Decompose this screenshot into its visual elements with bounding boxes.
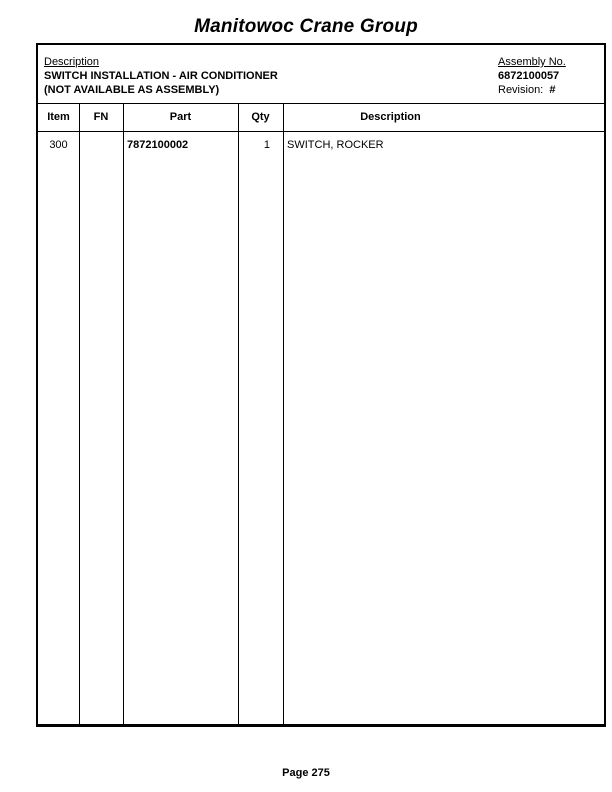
column-divider (238, 103, 239, 724)
col-description: Description (360, 111, 421, 123)
cell-part: 7872100002 (127, 139, 189, 151)
cell-qty: 1 (263, 139, 270, 151)
revision-value: # (549, 84, 556, 96)
table-row (38, 138, 604, 152)
column-divider (283, 103, 284, 724)
assembly-block (498, 55, 566, 97)
col-qty: Qty (251, 111, 270, 123)
company-title: Manitowoc Crane Group (194, 16, 418, 37)
description-line-1: SWITCH INSTALLATION - AIR CONDITIONER (44, 70, 278, 82)
col-part: Part (169, 111, 192, 123)
column-divider (123, 103, 124, 724)
revision (498, 83, 566, 97)
description-line-2: (NOT AVAILABLE AS ASSEMBLY) (44, 84, 220, 96)
page-number: Page 275 (282, 767, 330, 779)
description-block (44, 55, 278, 97)
parts-list-sheet (36, 43, 606, 727)
col-fn: FN (93, 111, 109, 123)
assembly-header (38, 45, 604, 104)
assembly-label: Assembly No. (498, 56, 566, 68)
description-label: Description (44, 56, 100, 68)
cell-item: 300 (49, 139, 68, 151)
col-item: Item (47, 111, 70, 123)
revision-label: Revision: (498, 84, 544, 96)
column-divider (79, 103, 80, 724)
assembly-number: 6872100057 (498, 70, 560, 82)
cell-description: SWITCH, ROCKER (287, 139, 384, 151)
